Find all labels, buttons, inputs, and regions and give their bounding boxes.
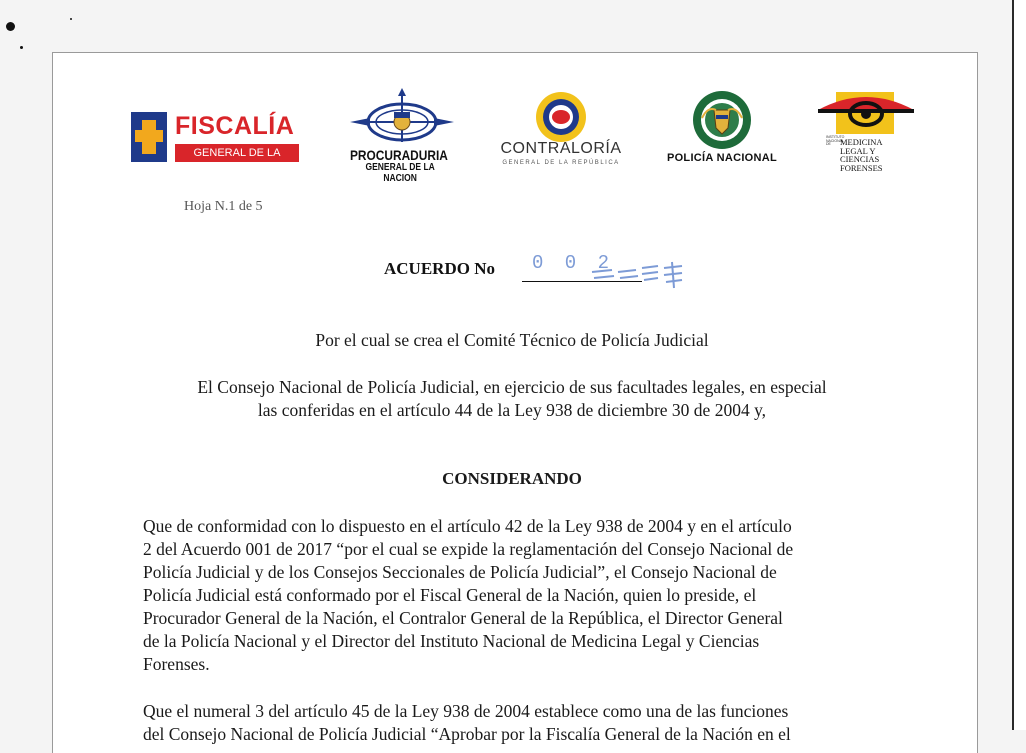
contraloria-subtitle: GENERAL DE LA REPÚBLICA [502, 160, 620, 166]
paragraph-line: Que de conformidad con lo dispuesto en el artículo 42 de la Ley 938 de 2004 y en el artículo [143, 516, 792, 536]
paragraph-line: 2 del Acuerdo 001 de 2017 “por el cual se expide la reglamentación del Consejo Nacional de [143, 539, 794, 559]
considerando-heading: CONSIDERANDO [442, 469, 582, 488]
scan-edge [1012, 0, 1026, 730]
preamble-line: El Consejo Nacional de Policía Judicial, en ejercicio de sus facultades legales, en especial [197, 377, 827, 397]
stamp-marks-icon [592, 262, 700, 290]
logo-fiscalia [131, 112, 301, 177]
medicina-legal-name: MEDICINA LEGAL Y CIENCIAS FORENSES [840, 137, 883, 173]
paragraph-line: Policía Judicial está conformado por el Fiscal General de la Nación, quien lo preside, el [143, 585, 757, 605]
fiscalia-subtitle: GENERAL DE LA NACIÓN [175, 144, 299, 162]
logo-contraloria [496, 90, 626, 176]
medicina-legal-emblem-icon [818, 90, 914, 136]
fiscalia-name: FISCALÍA [175, 112, 295, 140]
paragraph-line: Policía Judicial y de los Consejos Seccionales de Policía Judicial”, el Consejo Nacional de [143, 562, 777, 582]
purpose-line: Por el cual se crea el Comité Técnico de Policía Judicial [315, 330, 709, 350]
fiscalia-emblem-icon [131, 112, 167, 162]
agreement-title: ACUERDO No [384, 259, 495, 278]
scan-mark [20, 46, 23, 49]
procuraduria-emblem-icon [350, 88, 454, 146]
contraloria-emblem-icon [496, 90, 626, 142]
policia-name: POLICÍA NACIONAL [666, 152, 778, 164]
logo-procuraduria [350, 88, 470, 184]
scan-mark [70, 18, 72, 20]
page-number-label: Hoja N.1 de 5 [184, 199, 263, 214]
policia-emblem-icon [658, 88, 786, 150]
procuraduria-subtitle: GENERAL DE LA NACION [365, 162, 435, 184]
medicina-legal-vertical-text: INSTITUTO NACIONAL DE [826, 135, 845, 146]
paragraph-line: del Consejo Nacional de Policía Judicial “Aprobar por la Fiscalía General de la Nación en el [143, 724, 791, 744]
paragraph-line: de la Policía Nacional y el Director del Instituto Nacional de Medicina Legal y Ciencias [143, 631, 760, 651]
procuraduria-name: PROCURADURIA [350, 147, 448, 163]
paragraph-line: Procurador General de la Nación, el Contralor General de la República, el Director General [143, 608, 783, 628]
logo-medicina-legal [818, 90, 918, 180]
agreement-stamp-number: 0 0 2 [532, 252, 615, 274]
paragraph-line: Que el numeral 3 del artículo 45 de la Ley 938 de 2004 establece como una de las funciones [143, 701, 789, 721]
paragraph-line: Forenses. [143, 654, 210, 674]
preamble-line: las conferidas en el artículo 44 de la Ley 938 de diciembre 30 de 2004 y, [257, 400, 767, 420]
logo-policia [658, 88, 786, 180]
contraloria-name: CONTRALORÍA [500, 140, 622, 157]
scan-mark [6, 22, 15, 31]
